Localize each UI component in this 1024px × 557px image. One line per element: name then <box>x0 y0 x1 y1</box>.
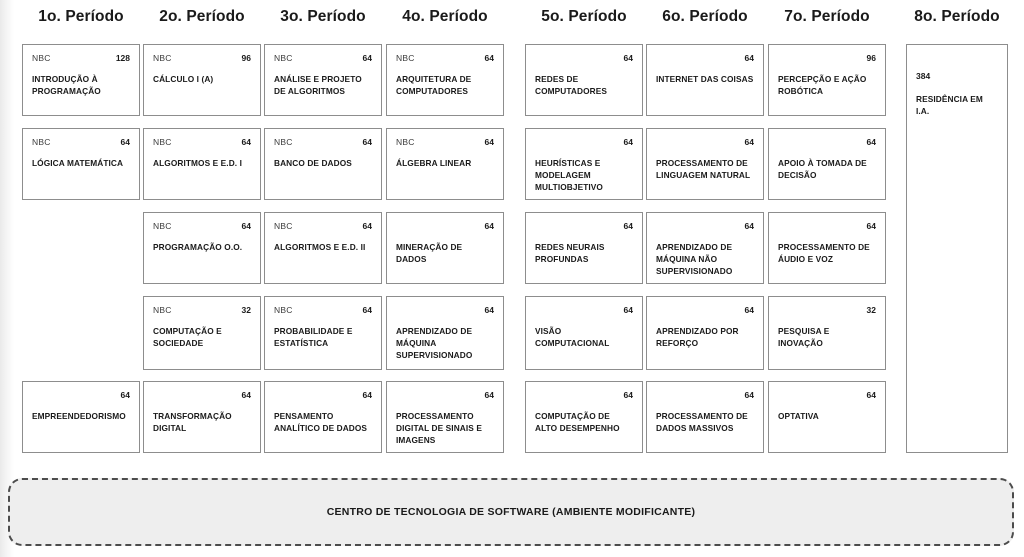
course-card-meta <box>153 137 251 149</box>
course-card-meta <box>396 221 494 233</box>
period-header-row <box>0 0 1024 40</box>
course-title: ANÁLISE E PROJETO DE ALGORITMOS <box>274 74 362 96</box>
course-hours-label: 64 <box>623 221 633 231</box>
course-card[interactable] <box>646 44 764 116</box>
course-title: OPTATIVA <box>778 411 819 421</box>
course-card-meta <box>778 390 876 402</box>
course-hours-label: 64 <box>623 53 633 63</box>
course-card-meta <box>274 390 372 402</box>
course-hours-label: 64 <box>241 390 251 400</box>
course-hours-label: 64 <box>241 137 251 147</box>
course-hours-label: 64 <box>623 137 633 147</box>
course-card[interactable] <box>143 128 261 200</box>
course-hours-label: 64 <box>362 305 372 315</box>
course-title: PROGRAMAÇÃO O.O. <box>153 242 243 252</box>
course-hours-label: 64 <box>484 305 494 315</box>
course-card-meta <box>778 137 876 149</box>
period-header-p4: 4o. Período <box>402 8 488 25</box>
course-card-meta <box>396 53 494 65</box>
period-header-p7: 7o. Período <box>784 8 870 25</box>
course-title: PROCESSAMENTO DE DADOS MASSIVOS <box>656 411 748 433</box>
residency-card[interactable] <box>906 44 1008 453</box>
course-hours-label: 64 <box>362 137 372 147</box>
course-card-meta <box>153 305 251 317</box>
period-header-p6: 6o. Período <box>662 8 748 25</box>
course-card-meta <box>778 221 876 233</box>
course-card[interactable] <box>768 128 886 200</box>
course-title: LÓGICA MATEMÁTICA <box>32 158 124 168</box>
course-card[interactable] <box>264 128 382 200</box>
course-hours-label: 64 <box>744 221 754 231</box>
course-card[interactable] <box>22 44 140 116</box>
course-card[interactable] <box>646 212 764 284</box>
course-card[interactable] <box>525 44 643 116</box>
course-card[interactable] <box>525 212 643 284</box>
course-card[interactable] <box>386 212 504 284</box>
course-card-meta <box>274 305 372 317</box>
course-code-label: NBC <box>274 53 293 63</box>
course-code-label: NBC <box>153 137 172 147</box>
course-card[interactable] <box>768 44 886 116</box>
course-title: APOIO À TOMADA DE DECISÃO <box>778 158 867 180</box>
course-card[interactable] <box>264 296 382 370</box>
course-hours-label: 64 <box>866 390 876 400</box>
course-title: PROBABILIDADE E ESTATÍSTICA <box>274 326 353 348</box>
course-card-meta <box>274 53 372 65</box>
course-card[interactable] <box>264 44 382 116</box>
course-hours-label: 64 <box>623 390 633 400</box>
course-card[interactable] <box>525 296 643 370</box>
course-card-meta <box>396 305 494 317</box>
course-card[interactable] <box>768 381 886 453</box>
course-title: PROCESSAMENTO DE ÁUDIO E VOZ <box>778 242 870 264</box>
course-title: APRENDIZADO DE MÁQUINA NÃO SUPERVISIONADO <box>656 242 733 276</box>
course-hours-label: 64 <box>484 221 494 231</box>
period-header-p3: 3o. Período <box>280 8 366 25</box>
course-hours-label: 64 <box>484 53 494 63</box>
course-card[interactable] <box>264 381 382 453</box>
period-header-p1: 1o. Período <box>38 8 124 25</box>
course-hours-label: 128 <box>115 53 130 63</box>
course-card[interactable] <box>386 44 504 116</box>
course-hours-label: 96 <box>866 53 876 63</box>
course-card-meta <box>656 137 754 149</box>
course-code-label: NBC <box>32 137 51 147</box>
course-code-label: NBC <box>274 305 293 315</box>
course-title: PROCESSAMENTO DIGITAL DE SINAIS E IMAGENS <box>396 411 482 445</box>
course-hours-label: 64 <box>744 137 754 147</box>
course-card-meta <box>656 221 754 233</box>
course-card-meta <box>656 53 754 65</box>
period-header-p8: 8o. Período <box>914 8 1000 25</box>
software-technology-center-label: CENTRO DE TECNOLOGIA DE SOFTWARE (AMBIENTE MODIFICANTE) <box>326 506 696 518</box>
software-technology-center-band <box>8 478 1014 546</box>
course-code-label: NBC <box>396 53 415 63</box>
course-card-meta <box>153 390 251 402</box>
course-card[interactable] <box>646 381 764 453</box>
course-title: ALGORITMOS E E.D. I <box>153 158 243 168</box>
course-hours-label: 64 <box>484 137 494 147</box>
course-code-label: NBC <box>153 305 172 315</box>
course-card[interactable] <box>143 44 261 116</box>
course-card-meta <box>656 390 754 402</box>
course-card-meta <box>535 305 633 317</box>
course-card[interactable] <box>22 128 140 200</box>
course-hours-label: 32 <box>866 305 876 315</box>
course-card-meta <box>274 137 372 149</box>
course-hours-label: 64 <box>362 390 372 400</box>
course-card[interactable] <box>646 128 764 200</box>
course-card[interactable] <box>264 212 382 284</box>
course-title: APRENDIZADO POR REFORÇO <box>656 326 739 348</box>
course-code-label: NBC <box>153 221 172 231</box>
course-card[interactable] <box>386 381 504 453</box>
course-code-label: NBC <box>274 137 293 147</box>
course-title: PROCESSAMENTO DE LINGUAGEM NATURAL <box>656 158 751 180</box>
course-title: TRANSFORMAÇÃO DIGITAL <box>153 411 232 433</box>
course-hours-label: 64 <box>744 390 754 400</box>
course-title: PENSAMENTO ANALÍTICO DE DADOS <box>274 411 368 433</box>
course-hours-label: 64 <box>120 390 130 400</box>
course-hours-label: 64 <box>241 221 251 231</box>
course-hours-label: 64 <box>744 305 754 315</box>
course-card-meta <box>535 221 633 233</box>
course-code-label: NBC <box>32 53 51 63</box>
course-hours-label: 64 <box>484 390 494 400</box>
course-hours-label: 64 <box>362 53 372 63</box>
course-title: BANCO DE DADOS <box>274 158 352 168</box>
course-card-meta <box>535 53 633 65</box>
course-title: INTERNET DAS COISAS <box>656 74 754 84</box>
course-card[interactable] <box>22 381 140 453</box>
course-card-meta <box>778 53 876 65</box>
course-title: APRENDIZADO DE MÁQUINA SUPERVISIONADO <box>396 326 473 360</box>
course-hours-label: 96 <box>241 53 251 63</box>
course-title: MINERAÇÃO DE DADOS <box>396 242 463 264</box>
course-hours-label: 64 <box>866 137 876 147</box>
course-card-meta <box>396 390 494 402</box>
residency-title: RESIDÊNCIA EM I.A. <box>916 94 983 116</box>
course-title: PESQUISA E INOVAÇÃO <box>778 326 830 348</box>
course-code-label: NBC <box>274 221 293 231</box>
course-card-meta <box>396 137 494 149</box>
course-card-meta <box>153 221 251 233</box>
course-hours-label: 64 <box>623 305 633 315</box>
course-card-meta <box>656 305 754 317</box>
course-title: COMPUTAÇÃO E SOCIEDADE <box>153 326 222 348</box>
period-header-p2: 2o. Período <box>159 8 245 25</box>
course-title: INTRODUÇÃO À PROGRAMAÇÃO <box>32 74 101 96</box>
residency-card-meta <box>916 71 998 83</box>
course-title: REDES DE COMPUTADORES <box>535 74 608 96</box>
course-card[interactable] <box>768 296 886 370</box>
course-title: REDES NEURAIS PROFUNDAS <box>535 242 605 264</box>
course-card[interactable] <box>646 296 764 370</box>
course-card[interactable] <box>768 212 886 284</box>
course-hours-label: 64 <box>866 221 876 231</box>
course-card[interactable] <box>386 296 504 370</box>
course-hours-label: 64 <box>744 53 754 63</box>
course-card[interactable] <box>525 128 643 200</box>
course-hours-label: 32 <box>241 305 251 315</box>
course-card-meta <box>535 390 633 402</box>
course-hours-label: 64 <box>362 221 372 231</box>
course-card-meta <box>32 53 130 65</box>
course-card-meta <box>32 137 130 149</box>
course-code-label: NBC <box>153 53 172 63</box>
course-title: PERCEPÇÃO E AÇÃO ROBÓTICA <box>778 74 867 96</box>
residency-hours-label: 384 <box>916 71 931 81</box>
period-header-p5: 5o. Período <box>541 8 627 25</box>
course-card[interactable] <box>386 128 504 200</box>
course-title: COMPUTAÇÃO DE ALTO DESEMPENHO <box>535 411 620 433</box>
course-card[interactable] <box>143 296 261 370</box>
course-card-meta <box>32 390 130 402</box>
course-hours-label: 64 <box>120 137 130 147</box>
course-title: ARQUITETURA DE COMPUTADORES <box>396 74 472 96</box>
course-card[interactable] <box>143 381 261 453</box>
course-card-meta <box>535 137 633 149</box>
course-card-meta <box>778 305 876 317</box>
course-code-label: NBC <box>396 137 415 147</box>
course-card-meta <box>153 53 251 65</box>
course-title: EMPREENDEDORISMO <box>32 411 126 421</box>
course-title: HEURÍSTICAS E MODELAGEM MULTIOBJETIVO <box>535 158 603 192</box>
course-card[interactable] <box>143 212 261 284</box>
course-title: ALGORITMOS E E.D. II <box>274 242 366 252</box>
course-title: ÁLGEBRA LINEAR <box>396 158 472 168</box>
course-card[interactable] <box>525 381 643 453</box>
course-title: VISÃO COMPUTACIONAL <box>535 326 610 348</box>
course-card-meta <box>274 221 372 233</box>
course-title: CÁLCULO I (A) <box>153 74 214 84</box>
